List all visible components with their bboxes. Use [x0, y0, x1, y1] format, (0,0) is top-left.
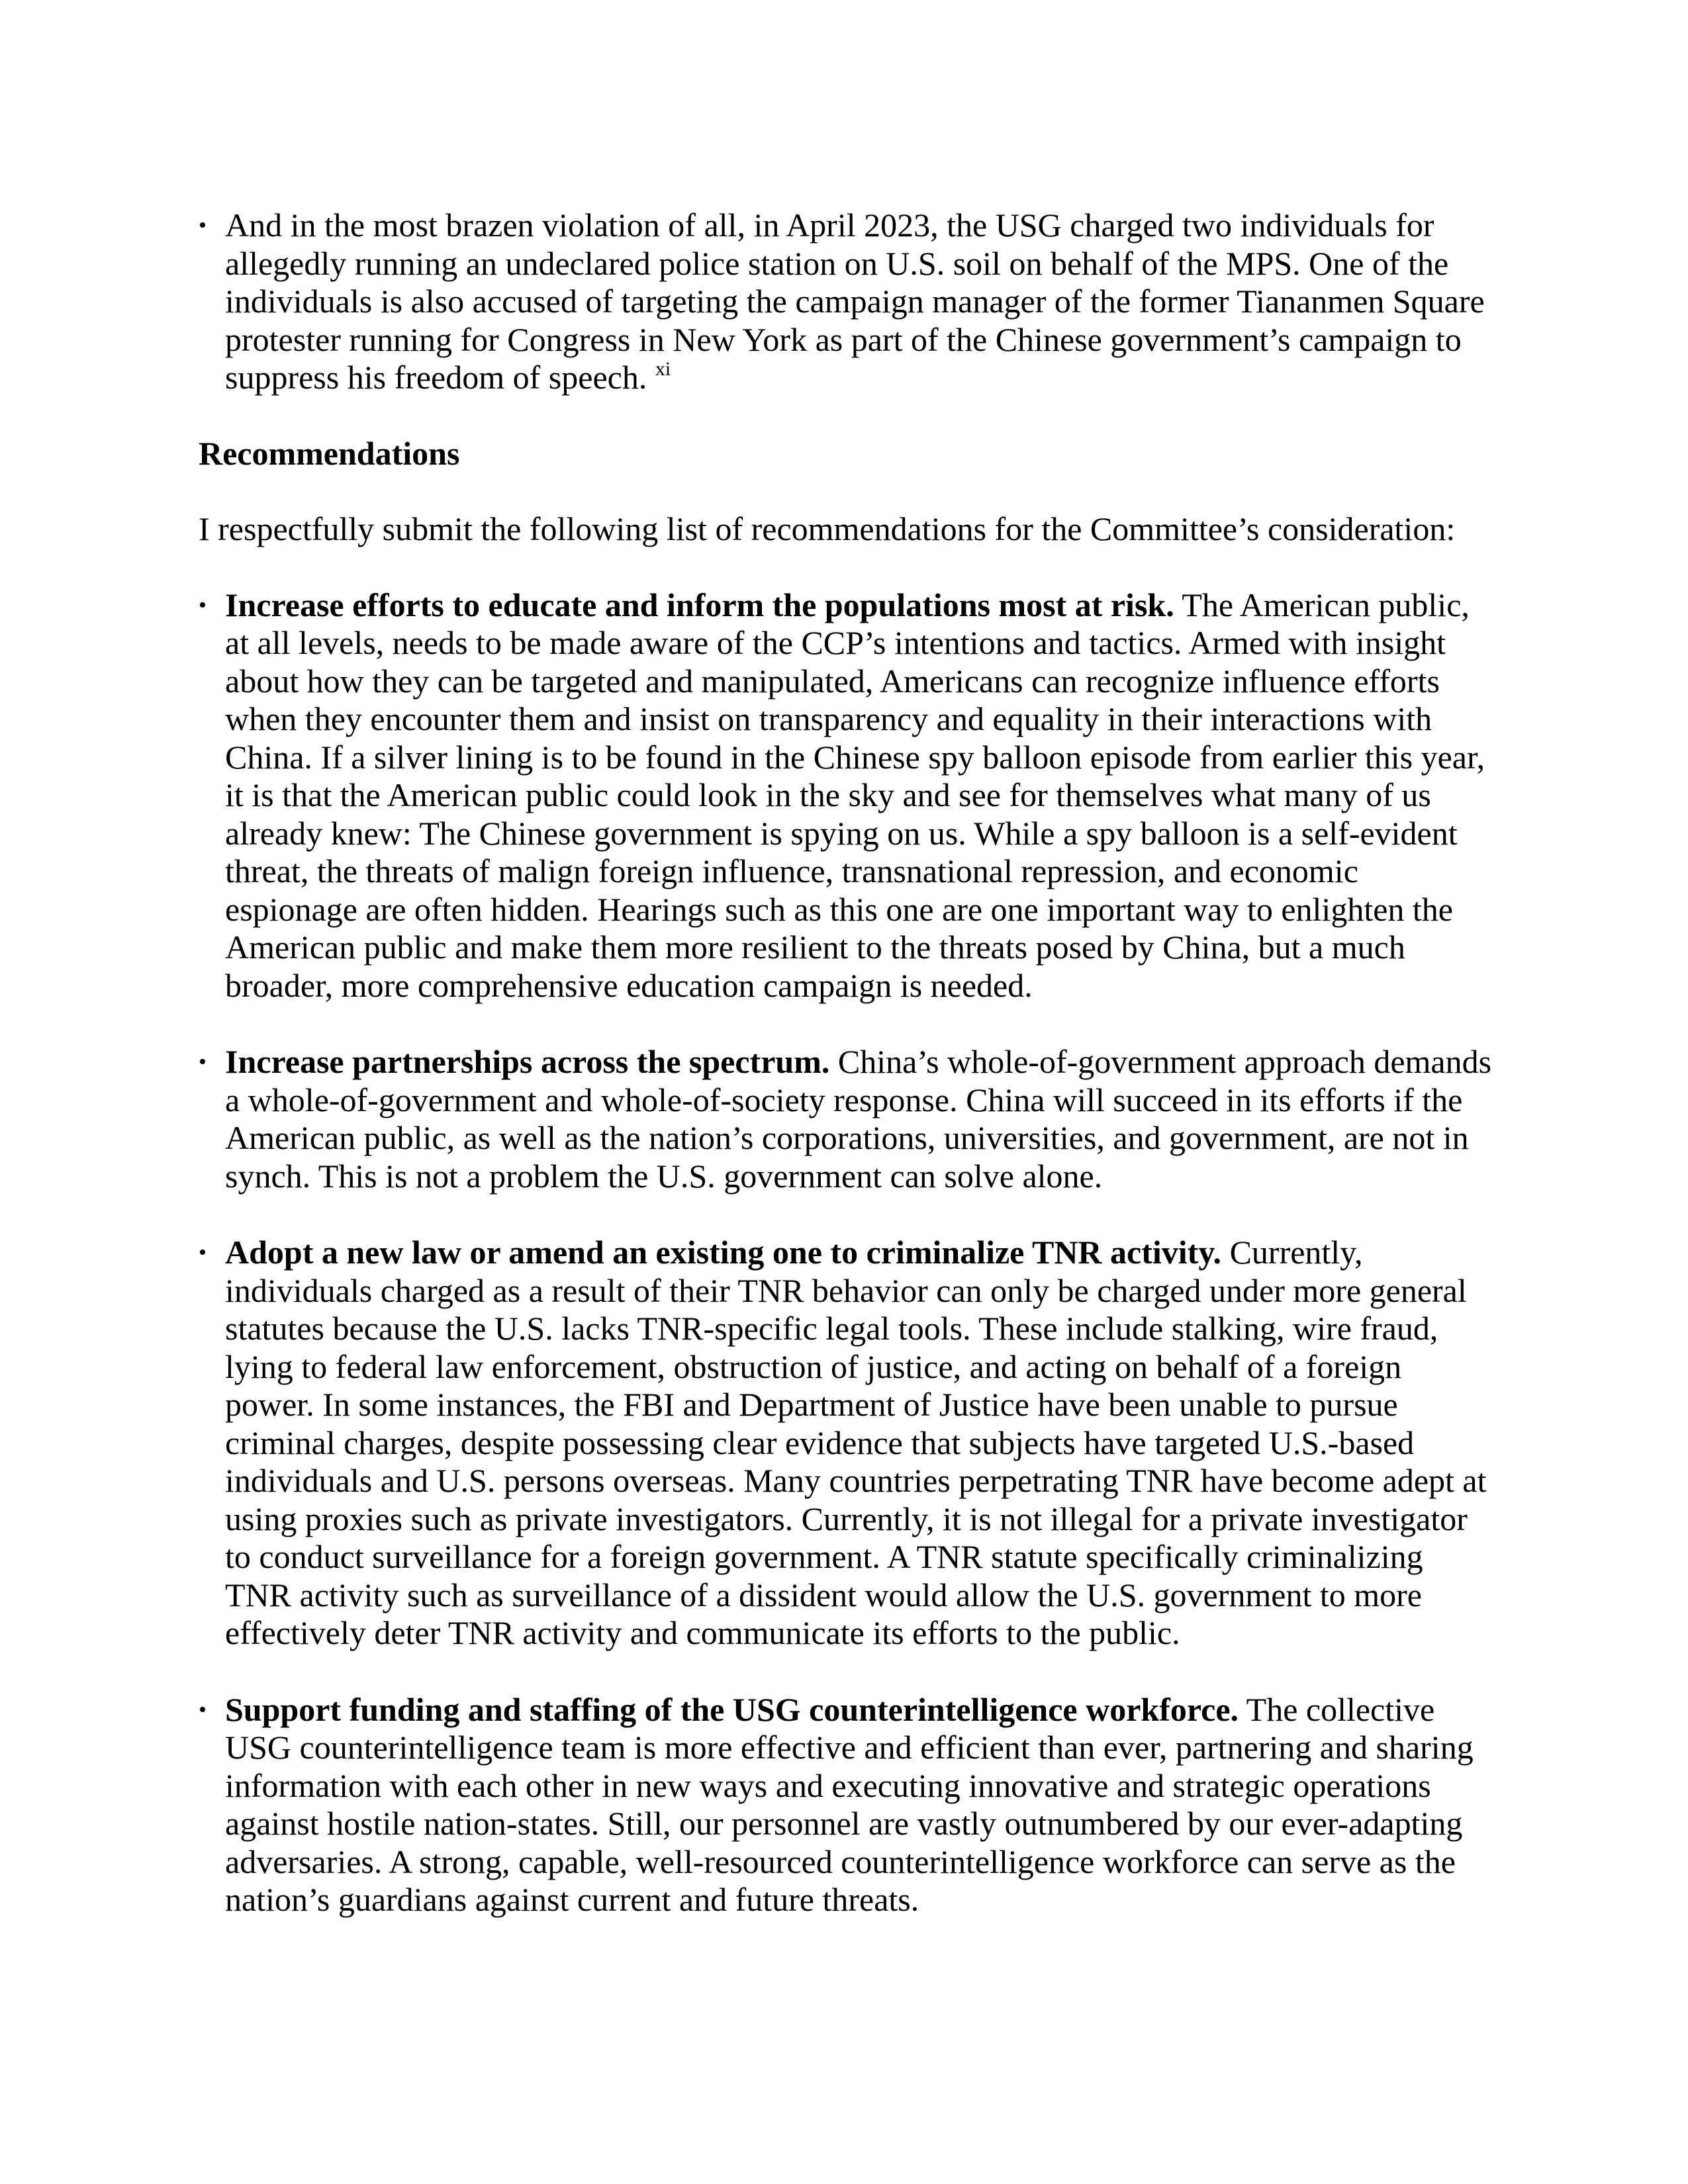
recommendation-title: Support funding and staffing of the USG counterintelligence workforce.	[225, 1690, 1239, 1728]
spacer	[199, 397, 1496, 435]
section-heading: Recommendations	[199, 434, 460, 472]
recommendation-body: Currently, individuals charged as a result of their TNR behavior can only be charged under more general statutes because the U.S. lacks TNR-specific legal tools. These include stalking, wire fraud, lying to federal law enforcement, obstruction of justice, and acting on behalf of a foreign power. In some instances, the FBI and Department of Justice have been unable to pursue criminal charges, despite possessing clear evidence that subjects have targeted U.S.-based individuals and U.S. persons overseas. Many countries perpetrating TNR have become adept at using proxies such as private investigators. Currently, it is not illegal for a private investigator to conduct surveillance for a foreign government. A TNR statute specifically criminalizing TNR activity such as surveillance of a dissident would allow the U.S. government to more effectively deter TNR activity and communicate its efforts to the public.	[225, 1234, 1487, 1651]
recommendation-body: The American public, at all levels, needs to be made aware of the CCP’s intentions and tactics. Armed with insight about how they can be targeted and manipulated, Americans can recognize influence efforts when they encounter them and insist on transparency and equality in their interactions with China. If a silver lining is to be found in the Chinese spy balloon episode from earlier this year, it is that the American public could look in the sky and see for themselves what many of us already knew: The Chinese government is spying on us. While a spy balloon is a self-evident threat, the threats of malign foreign influence, transnational repression, and economic espionage are often hidden. Hearings such as this one are one important way to enlighten the American public and make them more resilient to the threats posed by China, but a much broader, more comprehensive education campaign is needed.	[225, 586, 1485, 1004]
spacer	[199, 1653, 1496, 1691]
recommendation-body: The collective USG counterintelligence team is more effective and efficient than ever, partnering and sharing information with each other in new ways and executing innovative and strategic operations against hostile nation-states. Still, our personnel are vastly outnumbered by our ever-adapting adversaries. A strong, capable, well-resourced counterintelligence workforce can serve as the nation’s guardians against current and future threats.	[225, 1690, 1474, 1918]
bullet-icon: •	[199, 592, 207, 617]
intro-bullet-text: And in the most brazen violation of all, in April 2023, the USG charged two individuals for allegedly running an undeclared police station on U.S. soil on behalf of the MPS. One of the individuals is also accused of targeting the campaign manager of the former Tiananmen Square protester running for Congress in New York as part of the Chinese government’s campaign to suppress his freedom of speech.	[225, 206, 1485, 396]
recommendation-item	[199, 1043, 1496, 1195]
spacer	[199, 549, 1496, 586]
intro-sentence: I respectfully submit the following list of recommendations for the Committee’s consideration:	[199, 510, 1456, 547]
spacer	[199, 473, 1496, 510]
footnote-reference[interactable]: xi	[655, 358, 671, 380]
recommendation-title: Increase efforts to educate and inform the populations most at risk.	[225, 586, 1174, 623]
bullet-icon: •	[199, 213, 207, 238]
document-page	[199, 206, 1496, 1919]
recommendation-item	[199, 1691, 1496, 1919]
recommendation-item	[199, 1234, 1496, 1653]
intro-bullet-item	[199, 206, 1496, 397]
recommendation-title: Increase partnerships across the spectrum.	[225, 1043, 830, 1080]
recommendation-item	[199, 586, 1496, 1005]
spacer	[199, 1005, 1496, 1043]
recommendation-body: China’s whole-of-government approach demands a whole-of-government and whole-of-society response. China will succeed in its efforts if the American public, as well as the nation’s corporations, universities, and government, are not in synch. This is not a problem the U.S. government can solve alone.	[225, 1043, 1492, 1195]
bullet-icon: •	[199, 1240, 207, 1265]
bullet-icon: •	[199, 1050, 207, 1074]
recommendation-title: Adopt a new law or amend an existing one to criminalize TNR activity.	[225, 1234, 1222, 1271]
spacer	[199, 1195, 1496, 1234]
bullet-icon: •	[199, 1697, 207, 1722]
